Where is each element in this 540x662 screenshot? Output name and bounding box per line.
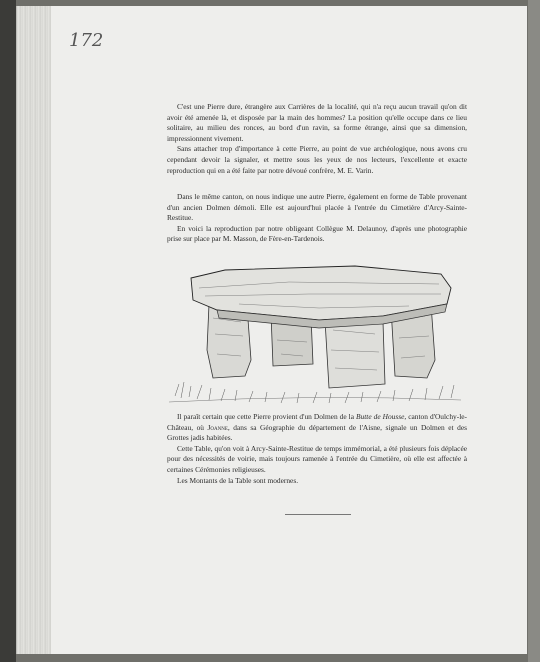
book-spine-shadow — [0, 0, 16, 662]
paragraph-1: C'est une Pierre dure, étrangère aux Carrières de la localité, qui n'a reçu aucun travail qu'on dit avoir été amenée là, et disposée par la main des hommes? La position qu'elle occupe dans ce lieu solitaire, au milieu des ronces, au bord d'un ravin, sa forme étrange, ainsi que sa dimension, impressionnent vivement. — [167, 102, 467, 143]
paragraph-2: Sans attacher trop d'importance à cette Pierre, au point de vue archéologique, nous avons cru cependant devoir la signaler, et mettre sous les yeux de nos lecteurs, l'excellente et exacte reproduction qui en a été faite par notre dévoué confrère, M. E. Varin. — [167, 144, 467, 175]
paragraph-4: En voici la reproduction par notre obligeant Collègue M. Delaunoy, d'après une photographie prise sur place par M. Masson, de Fère-en-Tardenois. — [167, 223, 467, 244]
paragraph-5: Il paraît certain que cette Pierre provient d'un Dolmen de la Butte de Housse, canton d'Oulchy-le-Château, où Joanne, dans sa Géographie du département de l'Aisne, signale un Dolmen et des Grottes jadis habitées. — [167, 412, 467, 443]
text-block-top — [167, 102, 467, 176]
text-block-bottom — [167, 412, 467, 486]
end-rule — [285, 514, 351, 515]
page-number: 172 — [69, 30, 104, 51]
grass-hatching — [169, 382, 461, 403]
text-block-middle — [167, 192, 467, 245]
scan-background-right — [528, 0, 540, 662]
paragraph-3: Dans le même canton, on nous indique une autre Pierre, également en forme de Table provenant d'un ancien Dolmen démoli. Elle est aujourd'hui placée à l'entrée du Cimetière d'Arcy-Sainte-Restitue. — [167, 192, 467, 223]
page-gutter — [17, 6, 51, 654]
paragraph-6: Cette Table, qu'on voit à Arcy-Sainte-Restitue de temps immémorial, a été plusieurs fois déplacée pour des nécessités de voirie, mais toujours ramenée à l'entrée du Cimetière, où elle est affectée à certaines Cérémonies religieuses. — [167, 443, 467, 474]
dolmen-table-illustration — [169, 264, 461, 410]
paragraph-7: Les Montants de la Table sont modernes. — [177, 475, 299, 485]
book-page — [16, 6, 527, 654]
